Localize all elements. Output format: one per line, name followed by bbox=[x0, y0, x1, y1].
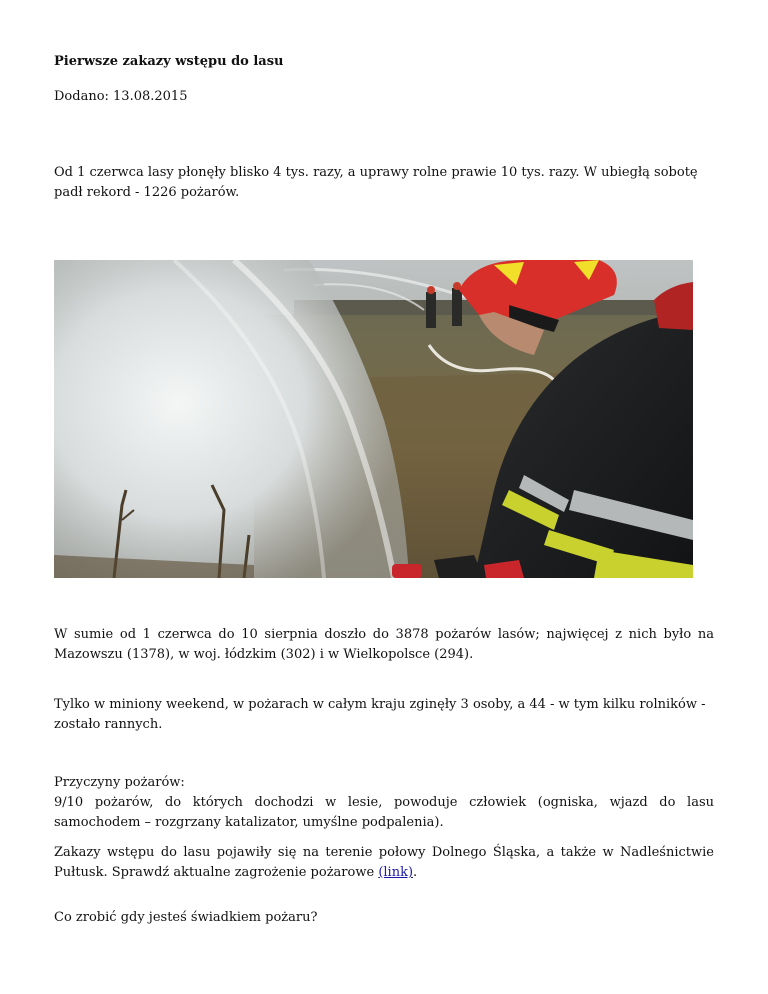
weekend-paragraph: Tylko w miniony weekend, w pożarach w całym kraju zginęły 3 osoby, a 44 - w tym kilku rolników - zostało rannych. bbox=[54, 697, 706, 732]
bans-text: Zakazy wstępu do lasu pojawiły się na terenie połowy Dolnego Śląska, a także w Nadleśnictwie Pułtusk. Sprawdź aktualne zagrożenie pożarowe bbox=[54, 845, 714, 880]
article-title: Pierwsze zakazy wstępu do lasu bbox=[54, 54, 284, 69]
causes-heading: Przyczyny pożarów: bbox=[54, 775, 185, 790]
intro-paragraph: Od 1 czerwca lasy płonęły blisko 4 tys. razy, a uprawy rolne prawie 10 tys. razy. W ubiegłą sobotę padł rekord - 1226 pożarów. bbox=[54, 165, 698, 200]
bans-paragraph bbox=[54, 843, 714, 883]
firefighter-photo bbox=[54, 260, 693, 578]
fire-risk-link[interactable]: (link) bbox=[378, 865, 414, 880]
bans-end: . bbox=[413, 865, 418, 880]
causes-block bbox=[54, 773, 714, 833]
forest-fires-paragraph: W sumie od 1 czerwca do 10 sierpnia doszło do 3878 pożarów lasów; najwięcej z nich było na Mazowszu (1378), w woj. łódzkim (302) i w Wielkopolsce (294). bbox=[54, 627, 714, 662]
question-paragraph: Co zrobić gdy jesteś świadkiem pożaru? bbox=[54, 910, 318, 925]
causes-text: 9/10 pożarów, do których dochodzi w lesie, powoduje człowiek (ogniska, wjazd do lasu samochodem – rozgrzany katalizator, umyślne podpalenia). bbox=[54, 795, 714, 830]
article-date: Dodano: 13.08.2015 bbox=[54, 89, 188, 104]
